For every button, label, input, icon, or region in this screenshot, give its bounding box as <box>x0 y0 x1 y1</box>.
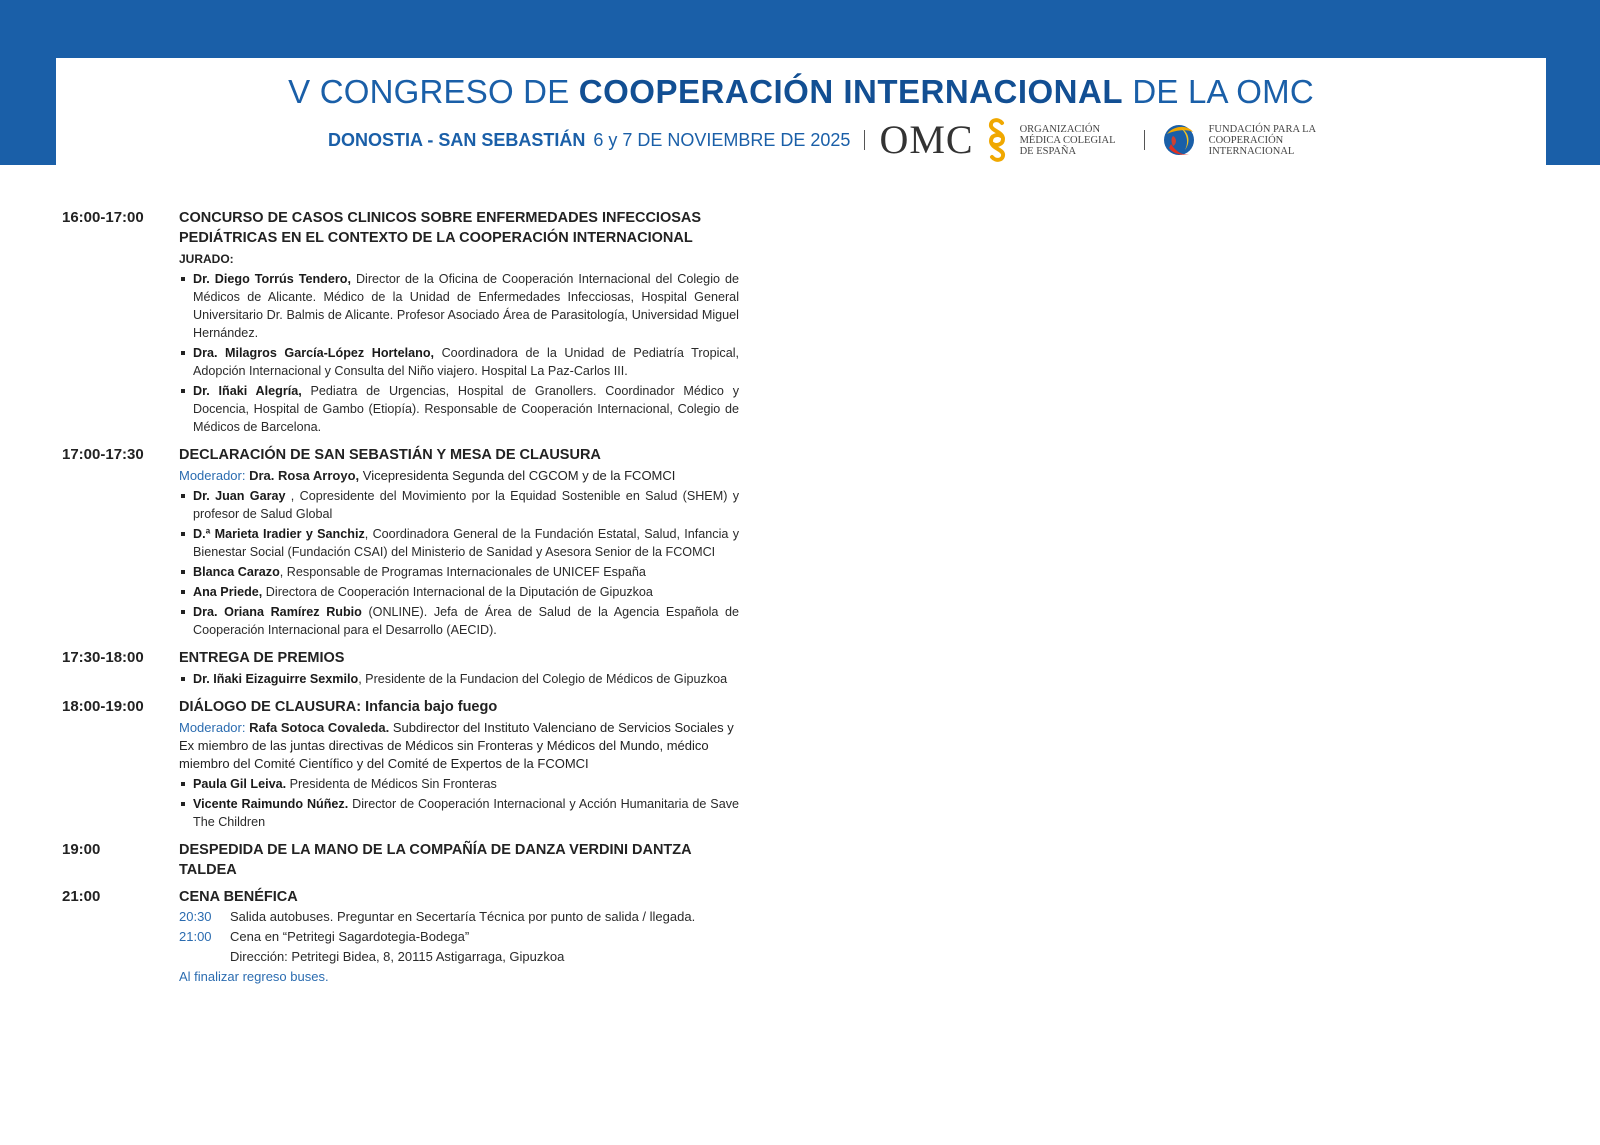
moderator-name: Rafa Sotoca Covaleda. <box>245 720 390 735</box>
divider <box>864 130 865 150</box>
dinner-schedule-row <box>179 927 739 947</box>
bullet <box>181 610 185 614</box>
person-desc: , Copresidente del Movimiento por la Equidad Sostenible en Salud (SHEM) y profesor de Salud Global <box>193 489 739 521</box>
person-name: Dr. Iñaki Eizaguirre Sexmilo <box>193 672 359 686</box>
session-title: DIÁLOGO DE CLAUSURA: Infancia bajo fuego <box>179 699 498 715</box>
title-bold: COOPERACIÓN INTERNACIONAL <box>578 73 1123 110</box>
bullet <box>181 782 185 786</box>
session-body <box>179 208 739 438</box>
session-body <box>179 887 739 987</box>
session-4 <box>62 697 752 833</box>
session-body <box>179 445 739 641</box>
foundation-name: FUNDACIÓN PARA LA COOPERACIÓN INTERNACIONAL <box>1208 123 1316 157</box>
bullet <box>181 677 185 681</box>
person-desc: Directora de Cooperación Internacional de la Diputación de Gipuzkoa <box>262 585 653 599</box>
session-title: CONCURSO DE CASOS CLINICOS SOBRE ENFERMEDADES INFECCIOSAS PEDIÁTRICAS EN EL CONTEXTO DE LA COOPERACIÓN INTERNACIONAL <box>179 210 702 246</box>
session-time: 17:00-17:30 <box>62 446 144 463</box>
list-item <box>179 795 739 831</box>
bullet <box>181 802 185 806</box>
person-desc: Pediatra de Urgencias, Hospital de Granollers. Coordinador Médico y Docencia, Hospital de Gambo (Etiopía). Responsable de Cooperación Internacional, Colegio de Médicos de Barcelona. <box>193 384 739 434</box>
person-name: Vicente Raimundo Núñez. <box>193 797 349 811</box>
panel-list <box>179 487 739 639</box>
session-title: CENA BENÉFICA <box>179 889 298 905</box>
session-time: 18:00-19:00 <box>62 698 144 715</box>
list-item <box>179 563 739 581</box>
omc-org-name: ORGANIZACIÓN MÉDICA COLEGIAL DE ESPAÑA <box>1019 123 1116 157</box>
dinner-address: Dirección: Petritegi Bidea, 8, 20115 Astigarraga, Gipuzkoa <box>230 949 565 964</box>
dialogue-list <box>179 775 739 831</box>
list-item <box>179 583 739 601</box>
person-desc: Presidenta de Médicos Sin Fronteras <box>286 777 497 791</box>
moderator <box>179 467 739 485</box>
list-item <box>179 270 739 342</box>
session-time: 17:30-18:00 <box>62 649 144 666</box>
session-body <box>179 648 739 690</box>
schedule-time: 21:00 <box>179 929 212 944</box>
divider <box>1144 130 1145 150</box>
section-sign-icon <box>984 117 1010 163</box>
list-item <box>179 775 739 793</box>
title-prefix: V CONGRESO DE <box>288 73 570 110</box>
moderator-name: Dra. Rosa Arroyo, <box>245 468 360 483</box>
moderator-label: Moderador: <box>179 468 246 483</box>
list-item <box>179 487 739 523</box>
bullet <box>181 590 185 594</box>
session-title: DESPEDIDA DE LA MANO DE LA COMPAÑÍA DE DANZA VERDINI DANTZA TALDEA <box>179 842 692 878</box>
bullet <box>181 532 185 536</box>
bullet <box>181 277 185 281</box>
person-name: Dra. Milagros García-López Hortelano, <box>193 346 435 360</box>
moderator-desc: Subdirector del Instituto Valenciano de Servicios Sociales y Ex miembro de las juntas directivas de Médicos sin Fronteras y Médicos del Mundo, médico miembro del Comité Científico y del Comité de Expertos de la FCOMCI <box>179 720 734 771</box>
person-desc: Coordinadora de la Unidad de Pediatría Tropical, Adopción Internacional y Consulta del Niño viajero. Hospital La Paz-Carlos III. <box>193 346 739 378</box>
jury-label: JURADO: <box>179 252 234 266</box>
person-desc: , Coordinadora General de la Fundación Estatal, Salud, Infancia y Bienestar Social (Fundación CSAI) del Ministerio de Sanidad y Asesora Senior de la FCOMCI <box>193 527 740 559</box>
session-6 <box>62 887 752 987</box>
schedule-time: 20:30 <box>179 909 212 924</box>
bullet <box>181 570 185 574</box>
event-dates: 6 y 7 DE NOVIEMBRE DE 2025 <box>593 129 851 150</box>
jury-list <box>179 270 739 436</box>
person-name: D.ª Marieta Iradier y Sanchiz <box>193 527 365 541</box>
session-5 <box>62 840 752 880</box>
session-body <box>179 697 739 833</box>
list-item <box>179 670 739 688</box>
omc-logo: OMC <box>879 117 974 162</box>
person-name: Dr. Juan Garay <box>193 489 286 503</box>
award-list <box>179 670 739 688</box>
list-item <box>179 603 739 639</box>
venue-city: DONOSTIA - SAN SEBASTIÁN <box>328 129 586 150</box>
congress-title <box>56 73 1546 111</box>
session-body <box>179 840 739 880</box>
person-name: Dr. Iñaki Alegría, <box>193 384 302 398</box>
list-item <box>179 344 739 380</box>
person-desc: Director de Cooperación Internacional y Acción Humanitaria de Save The Children <box>193 797 739 829</box>
globe-icon <box>1159 120 1199 160</box>
person-desc: (ONLINE). Jefa de Área de Salud de la Agencia Española de Cooperación Internacional para el Desarrollo (AECID). <box>193 605 740 637</box>
return-note: Al finalizar regreso buses. <box>179 969 329 984</box>
moderator-desc: Vicepresidenta Segunda del CGCOM y de la FCOMCI <box>359 468 676 483</box>
bullet <box>181 351 185 355</box>
list-item <box>179 525 739 561</box>
schedule-text: Cena en “Petritegi Sagardotegia-Bodega” <box>230 929 470 944</box>
bullet <box>181 389 185 393</box>
moderator <box>179 719 739 773</box>
header-card <box>56 58 1546 165</box>
session-title: ENTREGA DE PREMIOS <box>179 650 345 666</box>
person-name: Dra. Oriana Ramírez Rubio <box>193 605 362 619</box>
person-name: Ana Priede, <box>193 585 263 599</box>
bullet <box>181 494 185 498</box>
person-name: Paula Gil Leiva. <box>193 777 287 791</box>
person-desc: , Presidente de la Fundacion del Colegio de Médicos de Gipuzkoa <box>358 672 728 686</box>
session-time: 16:00-17:00 <box>62 209 144 226</box>
title-suffix: DE LA OMC <box>1132 73 1314 110</box>
program-schedule <box>62 208 752 994</box>
person-desc: , Responsable de Programas Internacionales de UNICEF España <box>279 565 646 579</box>
session-3 <box>62 648 752 690</box>
dinner-schedule-row <box>179 907 739 927</box>
session-1 <box>62 208 752 438</box>
person-name: Dr. Diego Torrús Tendero, <box>193 272 351 286</box>
session-time: 19:00 <box>62 841 101 858</box>
list-item <box>179 382 739 436</box>
person-desc: Director de la Oficina de Cooperación Internacional del Colegio de Médicos de Alicante. Médico de la Unidad de Enfermedades Infecciosas, Hospital General Universitario Dr. Balmis de Alicante. Profesor Asociado Área de Parasitología, Universidad Miguel Hernández. <box>193 272 739 340</box>
schedule-text: Salida autobuses. Preguntar en Secertaría Técnica por punto de salida / llegada. <box>230 909 696 924</box>
person-name: Blanca Carazo <box>193 565 280 579</box>
moderator-label: Moderador: <box>179 720 246 735</box>
session-title: DECLARACIÓN DE SAN SEBASTIÁN Y MESA DE CLAUSURA <box>179 447 601 463</box>
session-time: 21:00 <box>62 888 101 905</box>
header-subline <box>328 118 1319 162</box>
session-2 <box>62 445 752 641</box>
